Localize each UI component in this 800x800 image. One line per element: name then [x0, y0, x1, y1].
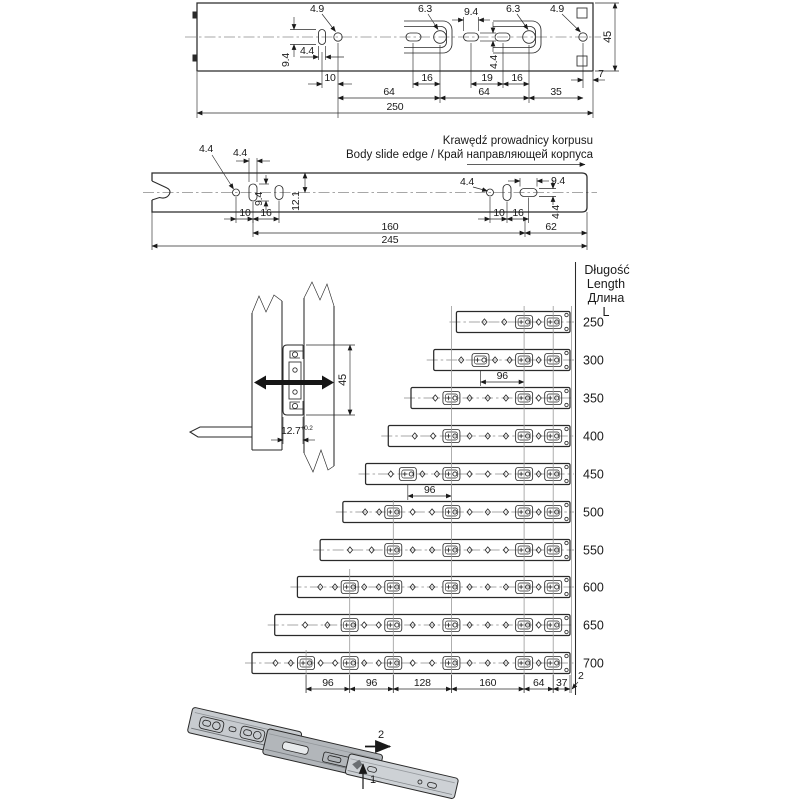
dim-label: 10: [324, 72, 336, 84]
dim-label: 160: [479, 677, 497, 689]
left-tab: [193, 12, 198, 19]
dim-label: 9.4: [253, 192, 265, 206]
step-1-label: 1: [370, 774, 376, 786]
length-value: 300: [583, 353, 604, 368]
header-pl: Długość: [584, 263, 630, 277]
hook-notch: [152, 181, 170, 200]
dim-label: 19: [481, 72, 493, 84]
dim-label: 6.3: [418, 3, 432, 15]
dim-label: $12.7^{+0.2}$: [281, 425, 313, 437]
slide-row: [313, 540, 604, 561]
length-value: 600: [583, 580, 604, 595]
dim-label: 64: [383, 86, 395, 98]
dim-label: 4.4: [550, 205, 562, 219]
length-value: 350: [583, 391, 604, 406]
dim-label: 16: [512, 207, 524, 219]
length-value: 700: [583, 656, 604, 671]
dim-label: 128: [413, 677, 431, 689]
dim-label: 12.1: [290, 191, 302, 211]
dim-label: 45: [337, 374, 349, 386]
dim-label: 64: [478, 86, 490, 98]
dim-label: 45: [602, 31, 614, 43]
length-value: 500: [583, 505, 604, 520]
dim-label: 4.4: [460, 176, 474, 188]
length-value: 450: [583, 467, 604, 482]
length-value: 400: [583, 429, 604, 444]
dim-label: 64: [533, 677, 545, 689]
length-value: 250: [583, 315, 604, 330]
header-en: Length: [586, 277, 626, 291]
dim-label: 250: [386, 101, 404, 113]
slide-row: [290, 577, 603, 598]
dim-label: 96: [496, 370, 508, 382]
header-ru: Длина: [587, 291, 625, 305]
slide-row: [336, 502, 604, 523]
dim-label: 37: [555, 677, 568, 689]
drawer-bottom-board: [190, 427, 252, 437]
slide-row: [359, 464, 604, 485]
dim-label: 10: [239, 207, 251, 219]
slide-row: [245, 653, 604, 674]
slide-row: [427, 350, 604, 371]
length-value: 650: [583, 618, 604, 633]
left-tab: [193, 55, 198, 62]
row-96-dim: [481, 370, 525, 386]
dim-label: 245: [381, 234, 399, 246]
square-hole: [577, 56, 587, 66]
top-view: [185, 3, 619, 118]
dim-label: 35: [550, 86, 562, 98]
dim-label: 9.4: [464, 6, 478, 18]
dim-label: 6.3: [506, 3, 520, 15]
dim-label: 96: [365, 677, 378, 689]
dim-label: 9.4: [280, 53, 292, 67]
dim-label: 10: [493, 207, 505, 219]
dim-label: 4.9: [310, 3, 324, 15]
break-line: [304, 282, 334, 306]
square-hole: [577, 8, 587, 18]
dim-label: 4.4: [300, 45, 314, 57]
step-2-label: 2: [378, 729, 384, 741]
dim-label: 4.4: [488, 55, 500, 69]
slide-row: [381, 426, 604, 447]
slide-stack: [245, 312, 604, 674]
break-line: [252, 295, 282, 313]
edge-note-pl: Krawędź prowadnicy korpusu: [442, 135, 593, 147]
dim-label: 4.9: [550, 3, 564, 15]
dim-label: 16: [421, 72, 433, 84]
dim-label: 16: [260, 207, 272, 219]
length-value: 550: [583, 543, 604, 558]
cross-section-view: [190, 282, 355, 472]
dim-label: 9.4: [551, 175, 565, 187]
isometric-view: [186, 707, 461, 799]
dim-label: 16: [511, 72, 523, 84]
slide-row: [449, 312, 603, 333]
dim-label: 7: [598, 68, 604, 80]
break-line: [304, 450, 334, 472]
dim-label: 96: [322, 677, 334, 689]
dim-label: 4.4: [199, 143, 213, 155]
edge-note: [346, 135, 594, 165]
dim-label: 62: [545, 221, 557, 233]
dim-label: 160: [381, 221, 399, 233]
row-96-dim: [408, 484, 452, 500]
dim-label: 96: [423, 484, 436, 496]
insertion-arrow: [254, 376, 334, 390]
edge-note-en-ru: Body slide edge / Край направляющей корпуса: [346, 149, 593, 161]
dim-label: 4.4: [233, 147, 247, 159]
dim-label: 2: [578, 670, 584, 682]
header-symbol: L: [602, 305, 610, 319]
slide-row: [404, 388, 604, 409]
